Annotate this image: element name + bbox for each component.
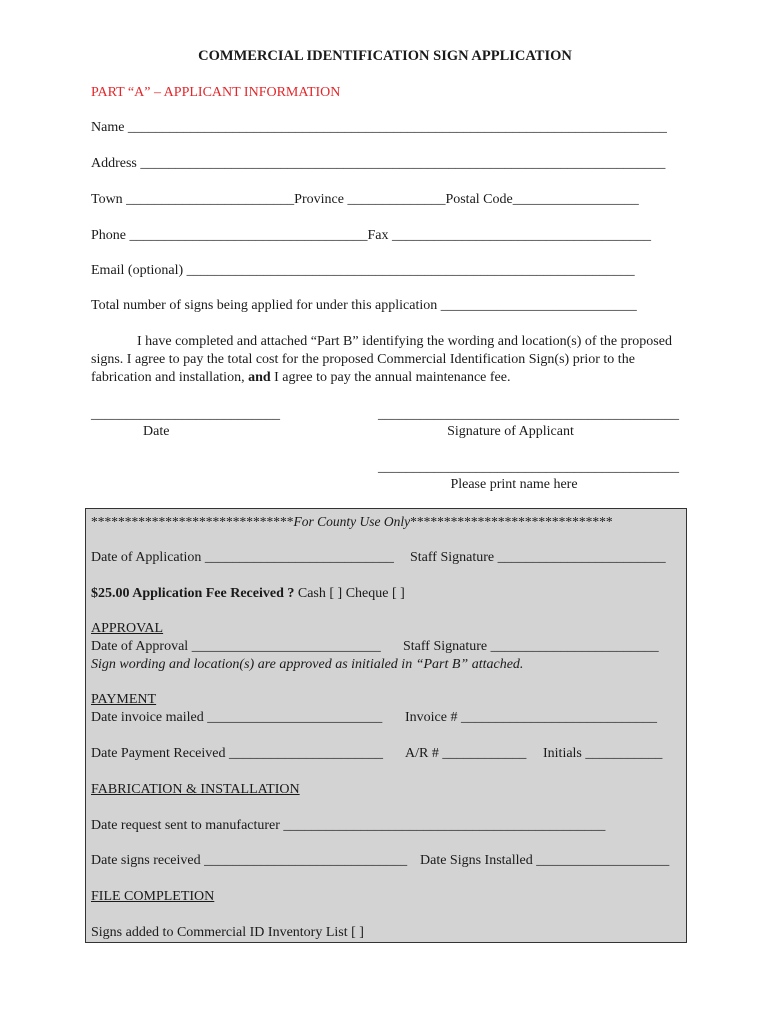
address-field[interactable]: Address ___________________________________________________________________________ — [91, 156, 666, 171]
staff-signature-field-2[interactable]: Staff Signature ________________________ — [403, 639, 659, 654]
date-payment-received-field[interactable]: Date Payment Received ______________________ — [91, 746, 384, 761]
county-use-banner — [91, 513, 613, 531]
ar-number-field[interactable]: A/R # ____________ — [405, 746, 527, 761]
agreement-text-2: I agree to pay the annual maintenance fee. — [270, 370, 511, 385]
staff-signature-field-1[interactable]: Staff Signature ________________________ — [410, 550, 666, 565]
applicant-signature-line[interactable]: ___________________________________________ — [378, 407, 679, 422]
print-name-label: Please print name here — [450, 477, 578, 492]
town-province-postal-field[interactable]: Town ________________________Province ______________Postal Code__________________ — [91, 192, 639, 207]
fee-label: $25.00 Application Fee Received ? — [91, 586, 295, 601]
name-field[interactable]: Name _____________________________________________________________________________ — [91, 120, 667, 135]
print-name-line[interactable]: ___________________________________________ — [378, 460, 679, 475]
initials-field[interactable]: Initials ___________ — [543, 746, 663, 761]
approval-note: Sign wording and location(s) are approved as initialed in “Part B” attached. — [91, 657, 524, 672]
date-label: Date — [143, 424, 170, 439]
signature-label: Signature of Applicant — [447, 424, 574, 439]
form-title: COMMERCIAL IDENTIFICATION SIGN APPLICATION — [198, 48, 572, 64]
fee-received-row — [91, 585, 405, 603]
email-field[interactable]: Email (optional) ________________________________________________________________ — [91, 263, 635, 278]
payment-heading: PAYMENT — [91, 692, 157, 707]
date-invoice-mailed-field[interactable]: Date invoice mailed _________________________ — [91, 710, 383, 725]
banner-title: For County Use Only — [293, 514, 411, 529]
part-a-heading: PART “A” – APPLICANT INFORMATION — [91, 85, 341, 100]
fabrication-heading: FABRICATION & INSTALLATION — [91, 782, 300, 797]
agreement-text-1: I have completed and attached “Part B” identifying the wording and location(s) of the proposed signs. I agree to pay the total cost for the proposed Commercial Identification Sign(s) prior to the fabrication and installation, — [91, 334, 672, 385]
date-of-application-text: Date of Application ___________________________ — [91, 550, 394, 565]
date-of-approval-field[interactable]: Date of Approval ___________________________ — [91, 639, 381, 654]
invoice-number-field[interactable]: Invoice # ____________________________ — [405, 710, 657, 725]
approval-heading: APPROVAL — [91, 621, 164, 636]
signs-added-checkbox-row[interactable]: Signs added to Commercial ID Inventory List [ ] — [91, 925, 364, 940]
date-of-application-field[interactable] — [91, 549, 394, 567]
phone-fax-field[interactable]: Phone __________________________________Fax _____________________________________ — [91, 228, 651, 243]
date-signs-received-field[interactable]: Date signs received _____________________________ — [91, 853, 408, 868]
date-request-sent-field[interactable]: Date request sent to manufacturer ______________________________________________ — [91, 818, 606, 833]
banner-stars-right: ****************************** — [410, 514, 613, 529]
date-signs-installed-field[interactable]: Date Signs Installed ___________________ — [420, 853, 670, 868]
fee-payment-options[interactable]: Cash [ ] Cheque [ ] — [297, 586, 405, 601]
banner-stars-left: ****************************** — [91, 514, 294, 529]
agreement-paragraph — [91, 333, 691, 387]
date-signature-line[interactable]: ___________________________ — [91, 407, 280, 422]
file-completion-heading: FILE COMPLETION — [91, 889, 215, 904]
agreement-bold: and — [248, 370, 271, 385]
total-signs-field[interactable]: Total number of signs being applied for under this application ____________________________ — [91, 298, 637, 313]
